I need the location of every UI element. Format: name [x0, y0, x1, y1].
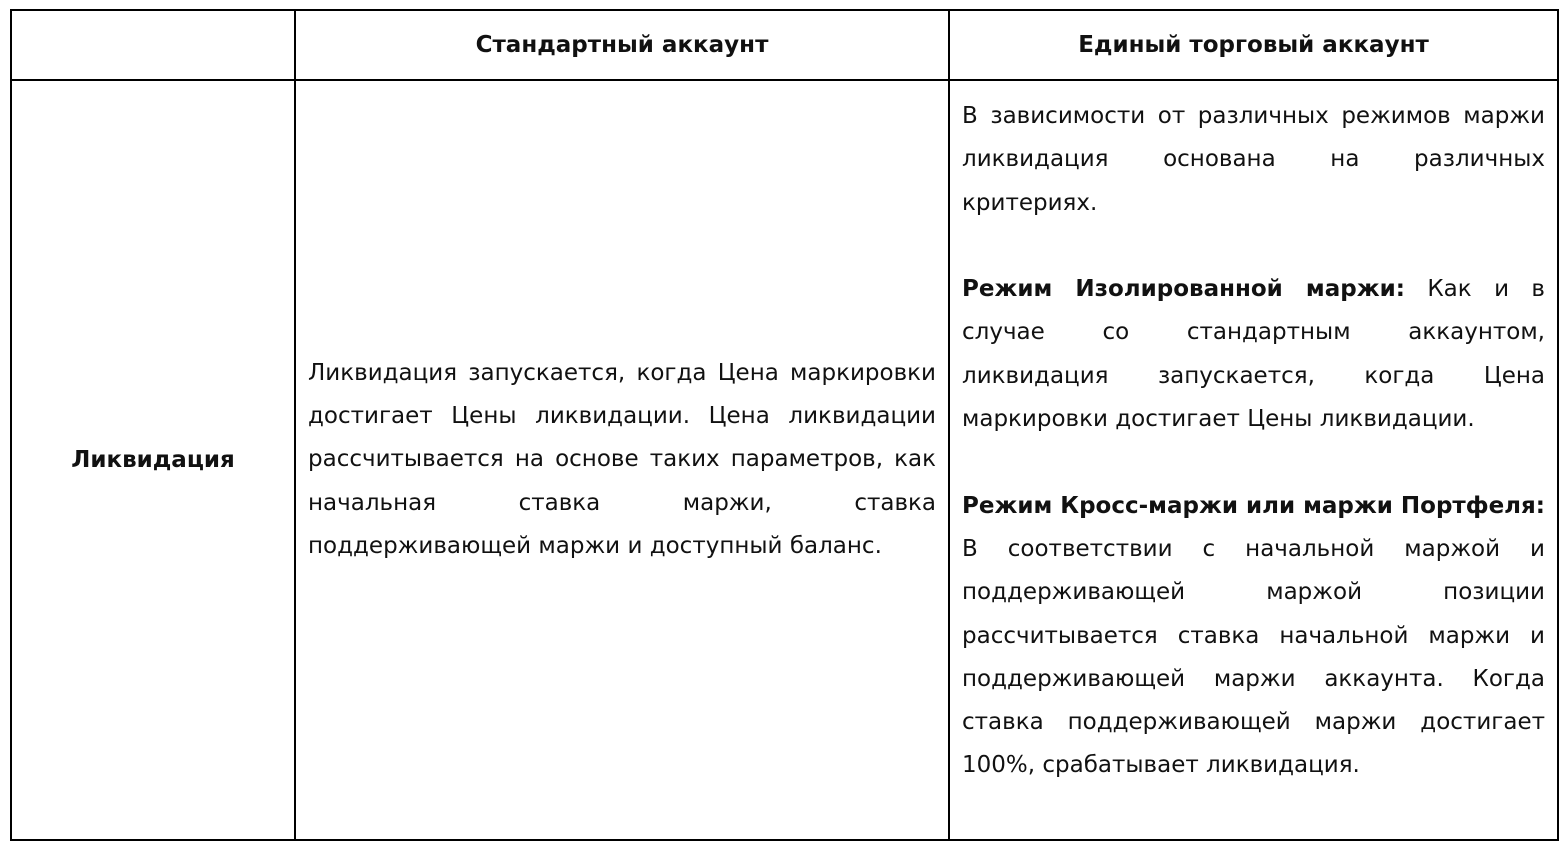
cross-margin-text: В соответствии с начальной маржой и поддерживающей маржой позиции рассчитывается ставка начальной маржи и поддерживающей маржи аккаунта. Когда ставка поддерживающей маржи достигает 100%, срабатывает ликвидация. — [962, 535, 1545, 779]
unified-account-cell — [949, 80, 1558, 840]
header-standard-account: Стандартный аккаунт — [295, 10, 949, 80]
standard-liquidation-text: Ликвидация запускается, когда Цена маркировки достигает Цены ликвидации. Цена ликвидации рассчитывается на основе таких параметров, как начальная ставка маржи, ставка поддерживающей маржи и доступный баланс. — [308, 359, 936, 559]
standard-account-cell — [295, 80, 949, 840]
isolated-margin-text: Как и в случае со стандартным аккаунтом, ликвидация запускается, когда Цена маркировки достигает Цены ликвидации. — [962, 276, 1545, 433]
unified-intro-text: В зависимости от различных режимов маржи ликвидация основана на различных критериях. — [962, 103, 1545, 216]
header-row — [11, 10, 1558, 80]
cross-margin-title: Режим Кросс-маржи или маржи Портфеля: — [962, 492, 1545, 519]
unified-intro-paragraph — [962, 95, 1545, 225]
isolated-margin-title: Режим Изолированной маржи: — [962, 276, 1405, 303]
isolated-margin-paragraph — [962, 268, 1545, 441]
header-unified-trading-account: Единый торговый аккаунт — [949, 10, 1558, 80]
header-empty-cell — [11, 10, 295, 80]
liquidation-row — [11, 80, 1558, 840]
row-label-liquidation: Ликвидация — [11, 80, 295, 840]
comparison-table — [10, 9, 1559, 841]
cross-margin-paragraph — [962, 485, 1545, 788]
